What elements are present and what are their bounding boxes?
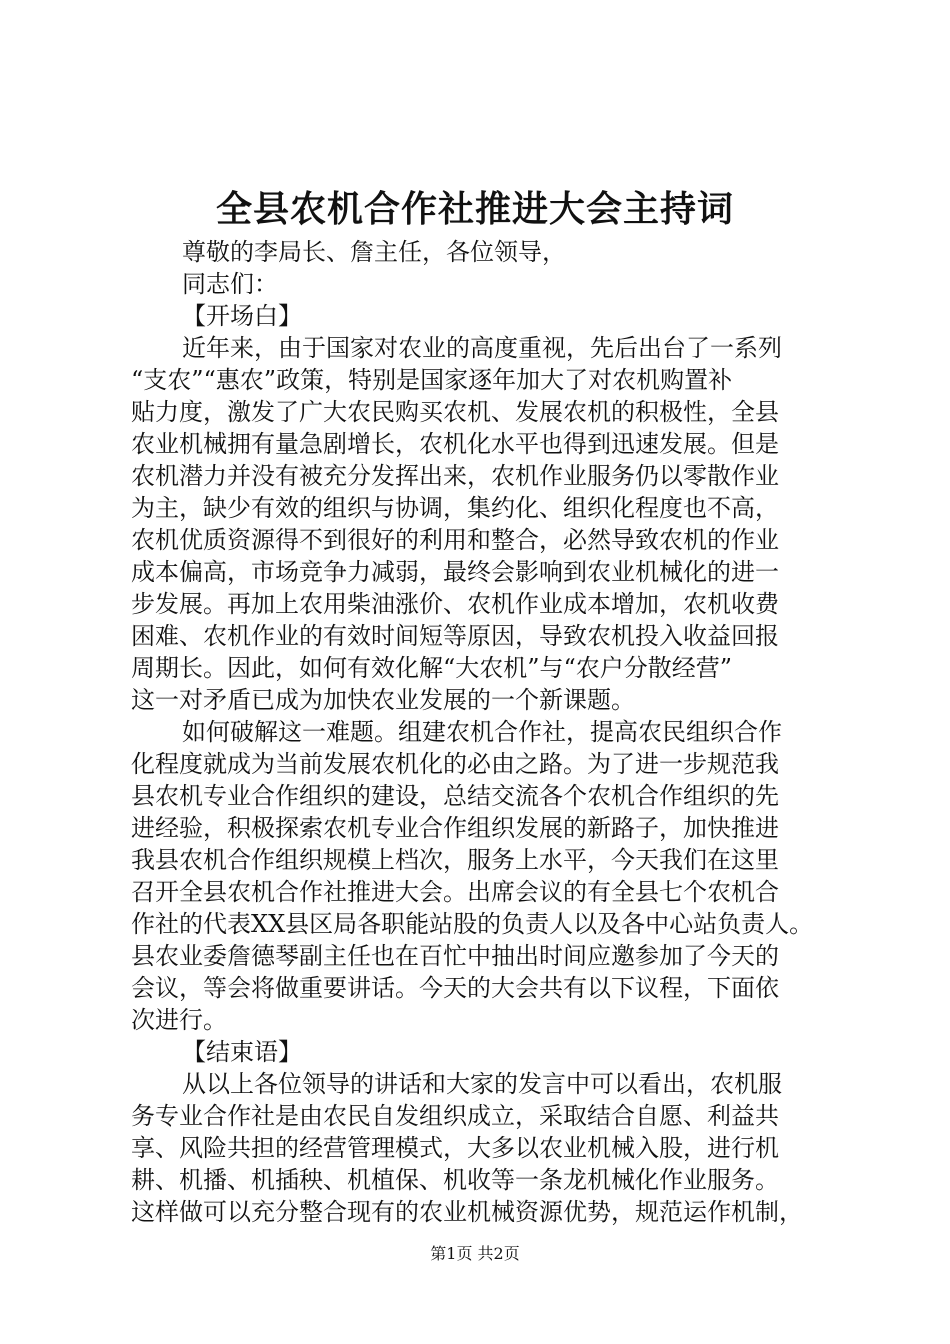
body-line: 为主，缺少有效的组织与协调，集约化、组织化程度也不高， — [131, 494, 779, 522]
body-line: 贴力度，激发了广大农民购买农机、发展农机的积极性，全县 — [131, 398, 779, 426]
document-body — [131, 236, 833, 1228]
body-line: 近年来，由于国家对农业的高度重视，先后出台了一系列 — [182, 334, 782, 362]
body-line: 农业机械拥有量急剧增长，农机化水平也得到迅速发展。但是 — [131, 430, 779, 458]
body-line: 这一对矛盾已成为加快农业发展的一个新课题。 — [131, 686, 635, 714]
body-line: 作社的代表XX县区局各职能站股的负责人以及各中心站负责人。 — [131, 910, 814, 938]
body-line: 【结束语】 — [182, 1038, 302, 1066]
body-line: 周期长。因此，如何有效化解“大农机”与“农户分散经营” — [131, 654, 733, 682]
body-line: 同志们： — [182, 270, 278, 298]
body-line: 县农机专业合作组织的建设，总结交流各个农机合作组织的先 — [131, 782, 779, 810]
body-line: 召开全县农机合作社推进大会。出席会议的有全县七个农机合 — [131, 878, 779, 906]
body-line: 化程度就成为当前发展农机化的必由之路。为了进一步规范我 — [131, 750, 779, 778]
body-line: 务专业合作社是由农民自发组织成立，采取结合自愿、利益共 — [131, 1102, 779, 1130]
document-title: 全县农机合作社推进大会主持词 — [215, 188, 734, 230]
body-line: 次进行。 — [131, 1006, 227, 1034]
body-line: 我县农机合作组织规模上档次，服务上水平，今天我们在这里 — [131, 846, 779, 874]
body-line: 困难、农机作业的有效时间短等原因，导致农机投入收益回报 — [131, 622, 779, 650]
body-line: 步发展。再加上农用柴油涨价、农机作业成本增加，农机收费 — [131, 590, 779, 618]
body-line: 县农业委詹德琴副主任也在百忙中抽出时间应邀参加了今天的 — [131, 942, 779, 970]
body-line: 耕、机播、机插秧、机植保、机收等一条龙机械化作业服务。 — [131, 1166, 779, 1194]
body-line: 从以上各位领导的讲话和大家的发言中可以看出，农机服 — [182, 1070, 782, 1098]
body-line: 农机潜力并没有被充分发挥出来，农机作业服务仍以零散作业 — [131, 462, 779, 490]
body-line: 成本偏高，市场竞争力减弱，最终会影响到农业机械化的进一 — [131, 558, 779, 586]
page-footer: 第1页 共2页 — [430, 1244, 520, 1263]
body-line: 进经验，积极探索农机专业合作组织发展的新路子，加快推进 — [131, 814, 779, 842]
body-line: 如何破解这一难题。组建农机合作社，提高农民组织合作 — [182, 718, 782, 746]
body-line: 【开场白】 — [182, 302, 302, 330]
body-line: 享、风险共担的经营管理模式，大多以农业机械入股，进行机 — [131, 1134, 779, 1162]
body-line: 会议，等会将做重要讲话。今天的大会共有以下议程，下面依 — [131, 974, 779, 1002]
body-line: 尊敬的李局长、詹主任，各位领导， — [182, 238, 566, 266]
body-line: 农机优质资源得不到很好的利用和整合，必然导致农机的作业 — [131, 526, 779, 554]
body-line: 这样做可以充分整合现有的农业机械资源优势，规范运作机制， — [131, 1198, 803, 1226]
body-line: “支农”“惠农”政策，特别是国家逐年加大了对农机购置补 — [131, 366, 733, 394]
